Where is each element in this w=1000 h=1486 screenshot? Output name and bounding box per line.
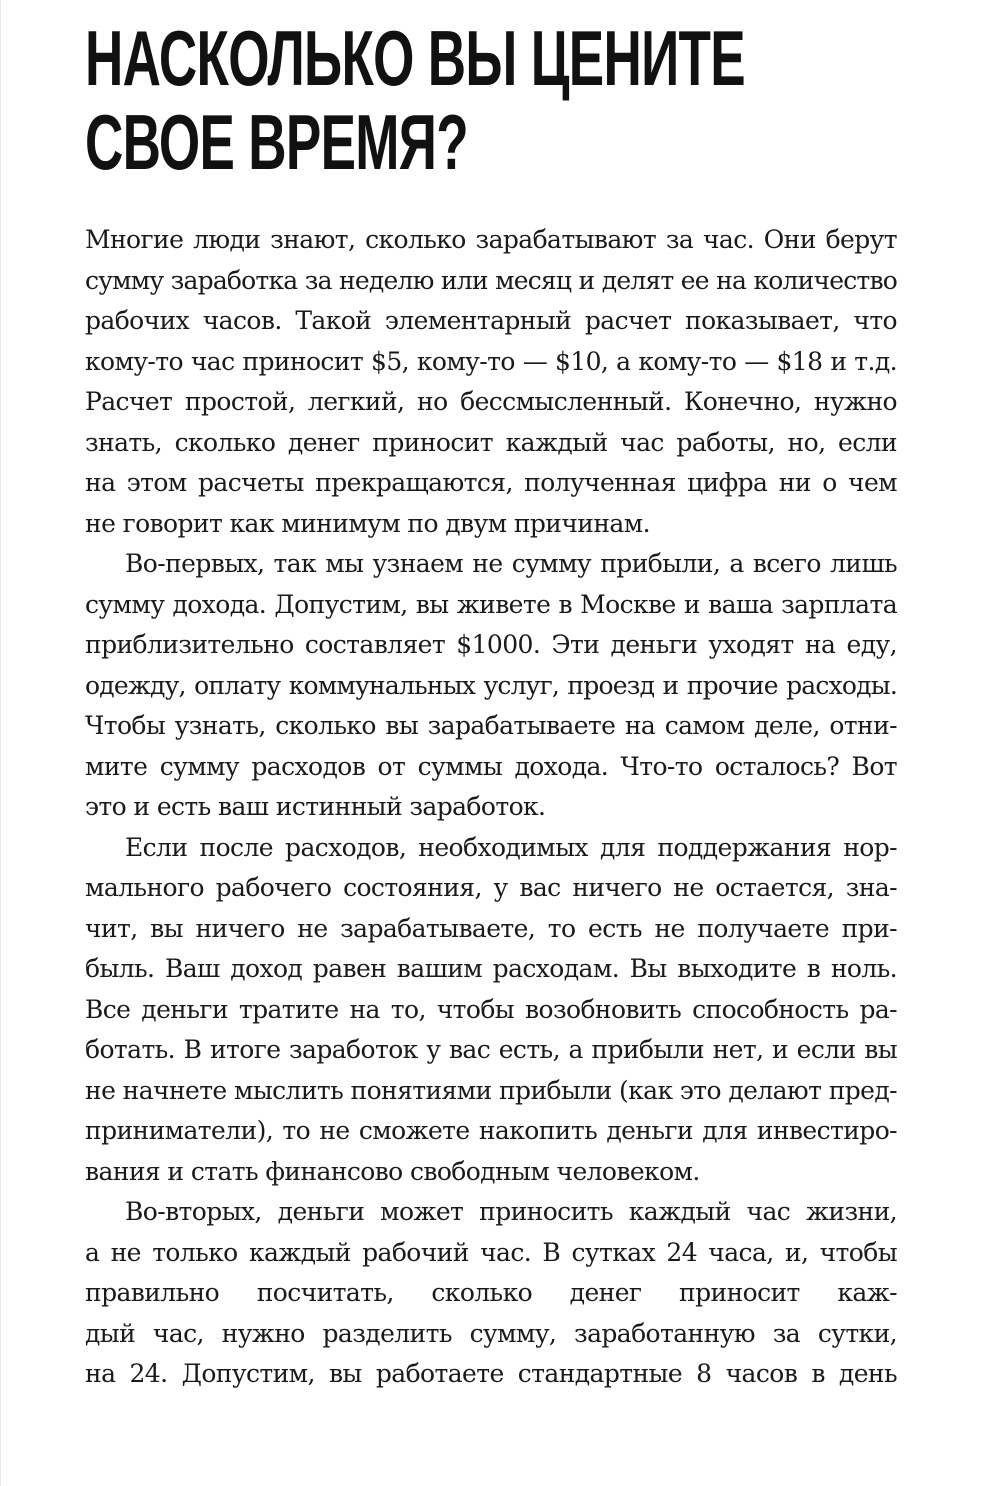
chapter-title-line-1: НАСКОЛЬКО ВЫ ЦЕНИТЕ xyxy=(85,14,745,102)
text-line: мального рабочего состояния, у вас ничего не остается, зна- xyxy=(85,873,897,902)
text-line: одежду, оплату коммунальных услуг, проезд и прочие расходы. xyxy=(85,670,897,700)
text-line: Во-первых, так мы узнаем не сумму прибыли, а всего лишь xyxy=(125,549,897,578)
text-line: это и есть ваш истинный заработок. xyxy=(85,792,546,821)
text-line: кому-то час приносит $5, кому-то — $10, а кому-то — $18 и т.д. xyxy=(85,346,897,376)
paragraph-2 xyxy=(85,544,897,828)
text-line: дый час, нужно разделить сумму, заработанную за сутки, xyxy=(85,1318,897,1348)
paragraph-1 xyxy=(85,220,897,544)
text-line: ботать. В итоге заработок у вас есть, а прибыли нет, и если вы xyxy=(85,1035,897,1064)
text-line: Если после расходов, необходимых для поддержания нор- xyxy=(125,832,897,862)
chapter-title xyxy=(85,16,945,184)
text-line: приблизительно составляет $1000. Эти деньги уходят на еду, xyxy=(85,630,897,659)
text-line: приниматели), то не сможете накопить деньги для инвестиро- xyxy=(85,1116,897,1145)
text-line: правильно посчитать, сколько денег приносит каж- xyxy=(85,1278,897,1307)
text-line: на 24. Допустим, вы работаете стандартные 8 часов в день xyxy=(85,1359,897,1388)
text-line: Многие люди знают, сколько зарабатывают за час. Они берут xyxy=(85,225,897,254)
chapter-title-line-2: СВОЕ ВРЕМЯ? xyxy=(85,98,468,186)
text-line: Все деньги тратите на то, чтобы возобновить способность ра- xyxy=(85,994,897,1024)
text-line: не говорит как минимум по двум причинам. xyxy=(85,508,650,538)
text-line: сумму дохода. Допустим, вы живете в Москве и ваша зарплата xyxy=(85,589,897,619)
text-line: быль. Ваш доход равен вашим расходам. Вы выходите в ноль. xyxy=(85,954,897,983)
text-line: чит, вы ничего не зарабатываете, то есть не получаете при- xyxy=(85,913,897,943)
text-line: Расчет простой, легкий, но бессмысленный. Конечно, нужно xyxy=(85,387,897,416)
paragraph-3 xyxy=(85,828,897,1193)
text-line: а не только каждый рабочий час. В сутках 24 часа, и, чтобы xyxy=(85,1237,897,1267)
text-line: Чтобы узнать, сколько вы зарабатываете на самом деле, отни- xyxy=(85,711,897,740)
text-line: на этом расчеты прекращаются, полученная цифра ни о чем xyxy=(85,468,897,497)
text-line: не начнете мыслить понятиями прибыли (как это делают пред- xyxy=(85,1075,897,1105)
paragraph-4 xyxy=(85,1192,897,1395)
text-line: сумму заработка за неделю или месяц и делят ее на количество xyxy=(85,265,897,295)
text-line: знать, сколько денег приносит каждый час работы, но, если xyxy=(85,427,897,457)
body-text xyxy=(85,220,897,1395)
text-line: мите сумму расходов от суммы дохода. Что-то осталось? Вот xyxy=(85,751,897,781)
text-line: вания и стать финансово свободным человеком. xyxy=(85,1156,700,1186)
text-line: рабочих часов. Такой элементарный расчет показывает, что xyxy=(85,306,897,335)
text-line: Во-вторых, деньги может приносить каждый час жизни, xyxy=(125,1197,897,1226)
